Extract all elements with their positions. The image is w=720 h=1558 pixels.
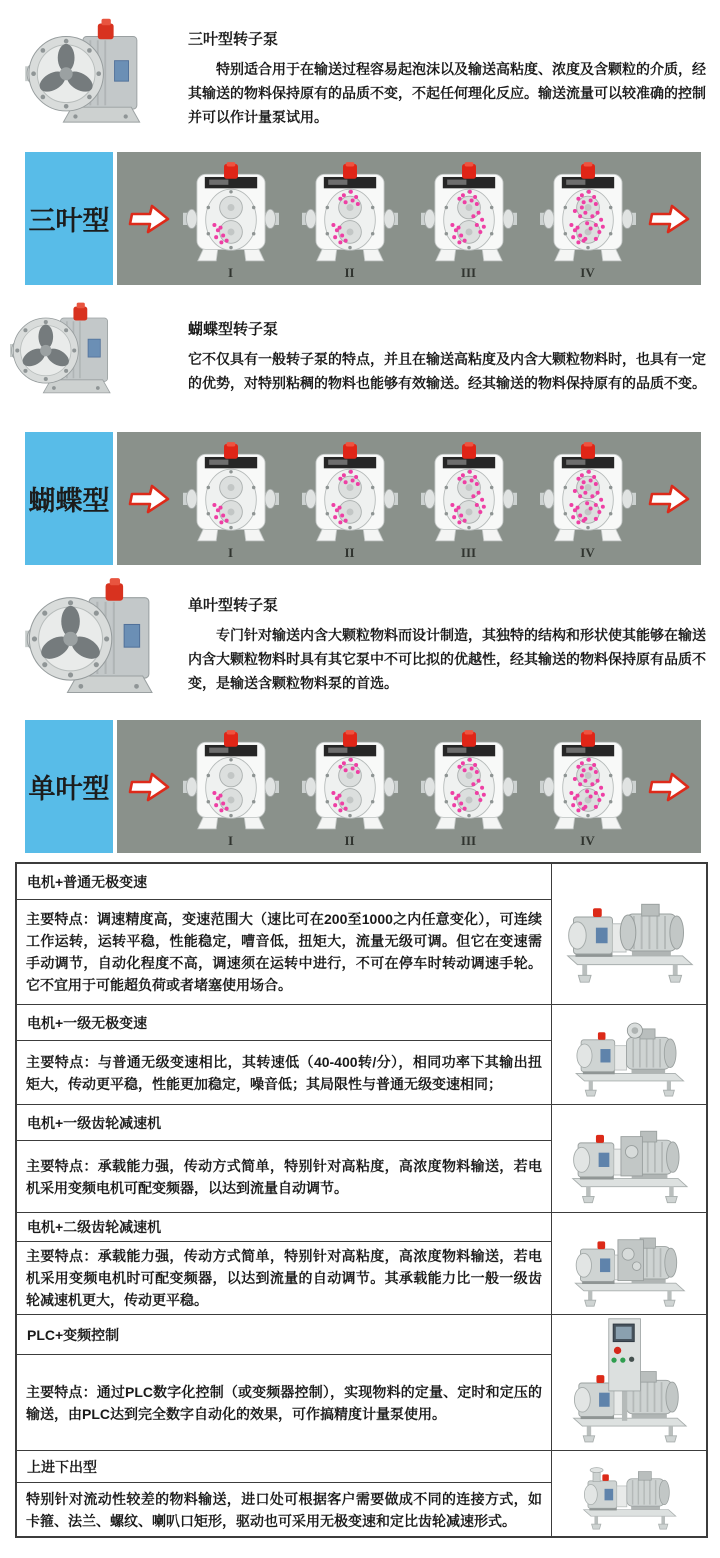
rotor-pump-cutaway-icon [540, 730, 636, 835]
butterfly-pump-photo [10, 300, 132, 406]
section-description: 专门针对输送内含大颗粒物料而设计制造，其独特的结构和形状使其能够在输送内含大颗粒物料时具有其它泵中不可比拟的优越性，经其输送的物料保持原有品质不变，是输送含颗粒物料泵的首选。 [188, 627, 706, 691]
stage-label: II [344, 833, 355, 848]
single-lobe-intro [188, 594, 706, 695]
spec-header-cell: 电机+二级齿轮减速机 [17, 1213, 551, 1242]
stage-label: III [460, 265, 477, 280]
butterfly-intro [188, 318, 706, 395]
stage-label: IV [580, 545, 595, 560]
rotor-pump-cutaway-icon [540, 442, 636, 547]
product-image-cell [552, 1213, 706, 1314]
stage-label: III [460, 545, 477, 560]
pump-with-variator-image [556, 878, 702, 990]
section-description: 它不仅具有一般转子泵的特点，并且在输送高粘度及内含大颗粒物料时，也具有一定的优势，对特别粘稠的物料也能够有效输送。经其输送的物料保持原有的品质不变。 [188, 351, 706, 391]
pump-stage-figure [290, 152, 409, 285]
three-lobe-pump-photo [25, 16, 165, 137]
pump-stage-figure [528, 432, 647, 565]
spec-description-cell: 主要特点：调速精度高，变速范围大（速比可在200至1000之内任意变化），可连续工作运转，运转平稳，性能稳定，嘈音低，扭矩大，流量无级可调。但它在变速需手动调节，自动化程度不高，调速须在运转中进行，不可在停车时转动调速手轮。它不宜用于可能超负荷或者堵塞使用场合。 [26, 911, 542, 993]
flow-arrow-icon [127, 203, 171, 235]
pump-stage-figure [409, 152, 528, 285]
spec-header-cell: 电机+一级齿轮减速机 [17, 1105, 551, 1141]
single-lobe-pump-photo [25, 575, 180, 709]
spec-row-ordinary-stepless [17, 864, 706, 1004]
flow-arrow-icon [647, 483, 691, 515]
pump-stage-figure [528, 720, 647, 853]
spec-row-two-stage-gear [17, 1212, 706, 1314]
rotor-pump-cutaway-icon [183, 442, 279, 547]
product-image-cell [552, 1105, 706, 1212]
flow-arrow-icon [127, 771, 171, 803]
spec-description-cell: 主要特点：与普通无级变速相比，其转速低（40-400转/分），相同功率下其输出扭矩大，传动更平稳，性能更加稳定，噪音低；其局限性与普通无级变速相同； [26, 1053, 542, 1092]
rotor-pump-cutaway-icon [421, 162, 517, 267]
product-image-cell [552, 1451, 706, 1536]
stage-label: I [227, 545, 234, 560]
flow-arrow-icon [647, 203, 691, 235]
stage-label: II [344, 545, 355, 560]
pump-stage-figure [409, 720, 528, 853]
spec-description-cell: 主要特点：承载能力强，传动方式简单，特别针对高粘度，高浓度物料输送，若电机采用变频电机可配变频器，以达到流量自动调节。 [26, 1157, 542, 1196]
top-in-bottom-out-pump-image [575, 1452, 683, 1535]
pump-stage-figure [528, 152, 647, 285]
banner-stage-track [117, 720, 701, 853]
rotor-pump-cutaway-icon [183, 730, 279, 835]
stage-label: III [460, 833, 477, 848]
stage-label: IV [580, 833, 595, 848]
rotor-pump-cutaway-icon [302, 162, 398, 267]
drive-spec-table [15, 862, 708, 1538]
section-description: 特别适合用于在输送过程容易起泡沫以及输送高粘度、浓度及含颗粒的介质，经其输送的物料保持原有的品质不变，不起任何理化反应。输送流量可以较准确的控制并可以作计量泵试用。 [188, 61, 706, 125]
pump-with-gear-reducer-image [562, 1107, 696, 1210]
rotor-pump-cutaway-icon [302, 442, 398, 547]
pump-stage-figure [409, 432, 528, 565]
product-image-cell [552, 864, 706, 1004]
product-image-cell [552, 1005, 706, 1104]
flow-arrow-icon [647, 771, 691, 803]
stage-label: IV [580, 265, 595, 280]
pump-stage-figure [290, 432, 409, 565]
rotor-pump-cutaway-icon [183, 162, 279, 267]
butterfly-type-banner [25, 432, 701, 565]
spec-description-cell: 主要特点：承载能力强，传动方式简单，特别针对高粘度，高浓度物料输送，若电机采用变频电机时可配变频器，以达到流量的自动调节。其承载能力比一般一级齿轮减速机更大，传动更平稳。 [26, 1248, 542, 1308]
spec-row-plc-vfd [17, 1314, 706, 1450]
pump-stage-figure [171, 720, 290, 853]
spec-header-cell: 上进下出型 [17, 1451, 551, 1483]
single-lobe-type-banner [25, 720, 701, 853]
spec-row-single-stage-stepless [17, 1004, 706, 1104]
banner-stage-track [117, 432, 701, 565]
spec-description-cell: 主要特点：通过PLC数字化控制（或变频器控制），实现物料的定量、定时和定压的输送，由PLC达到完全数字自动化的效果，可作搞精度计量泵使用。 [26, 1383, 542, 1422]
pump-with-dial-variator-image [566, 1006, 692, 1103]
stage-label: I [227, 833, 234, 848]
stage-label: II [344, 265, 355, 280]
rotor-pump-cutaway-icon [421, 442, 517, 547]
spec-header-cell: 电机+普通无极变速 [17, 864, 551, 900]
three-lobe-intro [188, 28, 706, 129]
rotor-pump-cutaway-icon [421, 730, 517, 835]
spec-header-cell: PLC+变频控制 [17, 1315, 551, 1355]
section-title: 蝴蝶型转子泵 [188, 321, 279, 338]
spec-row-top-in-bottom-out [17, 1450, 706, 1536]
pump-with-two-stage-reducer-image [565, 1215, 693, 1313]
banner-label: 三叶型 [25, 152, 113, 285]
stage-label: I [227, 265, 234, 280]
rotor-pump-cutaway-icon [540, 162, 636, 267]
spec-header-cell: 电机+一级无极变速 [17, 1005, 551, 1041]
section-title: 单叶型转子泵 [188, 597, 279, 614]
spec-description-cell: 特别针对流动性较差的物料输送，进口处可根据客户需要做成不同的连接方式，如卡箍、法兰、螺纹、喇叭口矩形，驱动也可采用无极变速和定比齿轮减速形式。 [26, 1490, 542, 1529]
rotor-pump-cutaway-icon [302, 730, 398, 835]
flow-arrow-icon [127, 483, 171, 515]
product-image-cell [552, 1315, 706, 1450]
pump-stage-figure [171, 432, 290, 565]
spec-row-single-stage-gear [17, 1104, 706, 1212]
section-title: 三叶型转子泵 [188, 31, 279, 48]
banner-label: 单叶型 [25, 720, 113, 853]
banner-label: 蝴蝶型 [25, 432, 113, 565]
three-lobe-type-banner [25, 152, 701, 285]
banner-stage-track [117, 152, 701, 285]
pump-stage-figure [290, 720, 409, 853]
pump-stage-figure [171, 152, 290, 285]
pump-with-plc-cabinet-image [563, 1317, 695, 1449]
